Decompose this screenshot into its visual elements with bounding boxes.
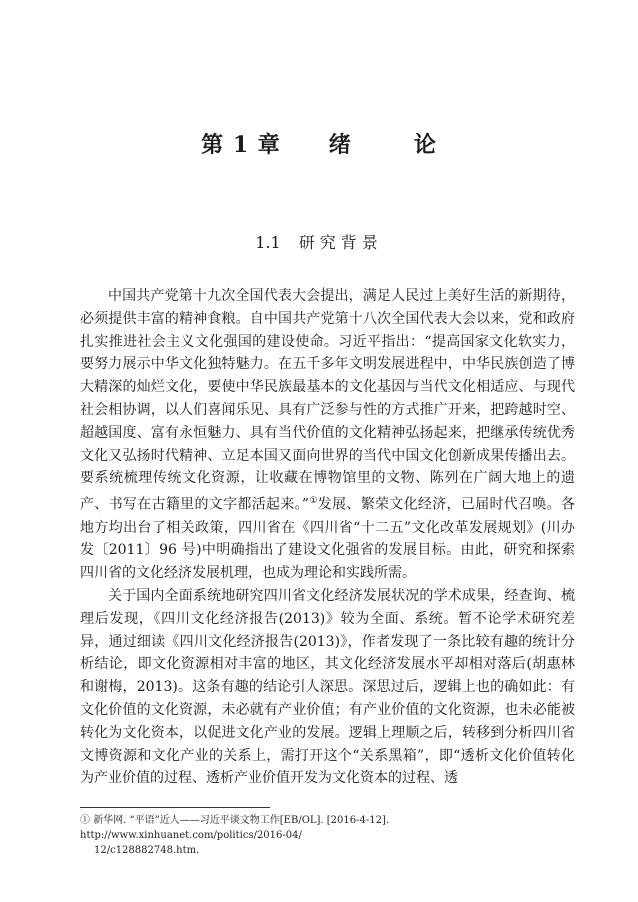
- section-title: [0, 230, 638, 253]
- section-number: 1.1: [255, 233, 281, 252]
- chapter-word-1: 绪: [328, 132, 352, 158]
- footnote: [80, 813, 575, 858]
- chapter-label: 第 1 章: [201, 132, 281, 158]
- paragraph-1-part1: 中国共产党第十九次全国代表大会提出，满足人民过上美好生活的新期待，必须提供丰富的精神食粮。自中国共产党第十八次全国代表大会以来，党和政府扎实推进社会主义文化强国的建设使命。习近平指出：“提高国家文化软实力，要努力展示中华文化独特魅力。在五千多年文明发展进程中，中华民族创造了博大精深的灿烂文化，要使中华民族最基本的文化基因与当代文化相适应、与现代社会相协调，以人们喜闻乐见、具有广泛参与性的方式推广开来，把跨越时空、超越国度、富有永恒魅力、具有当代价值的文化精神弘扬起来，把继承传统优秀文化又弘扬时代精神、立足本国又面向世界的当代中国文化创新成果传播出去。要系统梳理传统文化资源，让收藏在博物馆里的文物、陈列在广阔大地上的遗产、书写在古籍里的文字都活起来。”: [80, 288, 575, 513]
- footnote-line-1: 新华网. “平语”近人——习近平谈文物工作[EB/OL]. [2016-4-12]. http://www.xinhuanet.com/politics/2016-04/: [80, 815, 390, 841]
- paragraph-1: [80, 285, 575, 585]
- paragraph-1-part2: 发展、繁荣文化经济，已届时代召唤。各地方均出台了相关政策，四川省在《四川省“十二五”文化改革发展规划》(川办发〔2011〕96 号)中明确指出了建设文化强省的发展目标。由此，研究和探索四川省的文化经济发展机理，也成为理论和实践所需。: [80, 496, 575, 582]
- footnote-divider: [80, 807, 270, 808]
- paragraph-2: 关于国内全面系统地研究四川省文化经济发展状况的学术成果，经查询、梳理后发现，《四川文化经济报告(2013)》较为全面、系统。暂不论学术研究差异，通过细读《四川文化经济报告(2013)》，作者发现了一条比较有趣的统计分析结论，即文化资源相对丰富的地区，其文化经济发展水平却相对落后(胡惠林和谢梅，2013)。这条有趣的结论引人深思。深思过后，逻辑上也的确如此：有文化价值的文化资源，未必就有产业价值；有产业价值的文化资源，也未必能被转化为文化资本，以促进文化产业的发展。逻辑上理顺之后，转移到分析四川省文博资源和文化产业的关系上，需打开这个“关系黑箱”，即“透析文化价值转化为产业价值的过程、透析产业价值开发为文化资本的过程、透: [80, 588, 575, 787]
- section-heading: 研究背景: [298, 233, 383, 252]
- chapter-word-2: 论: [413, 132, 437, 158]
- footnote-line-2: 12/c128882748.htm.: [94, 845, 200, 856]
- body-text: [80, 285, 575, 790]
- chapter-title: [0, 128, 638, 159]
- footnote-mark: ①: [80, 815, 90, 826]
- footnote-reference[interactable]: ①: [309, 496, 318, 507]
